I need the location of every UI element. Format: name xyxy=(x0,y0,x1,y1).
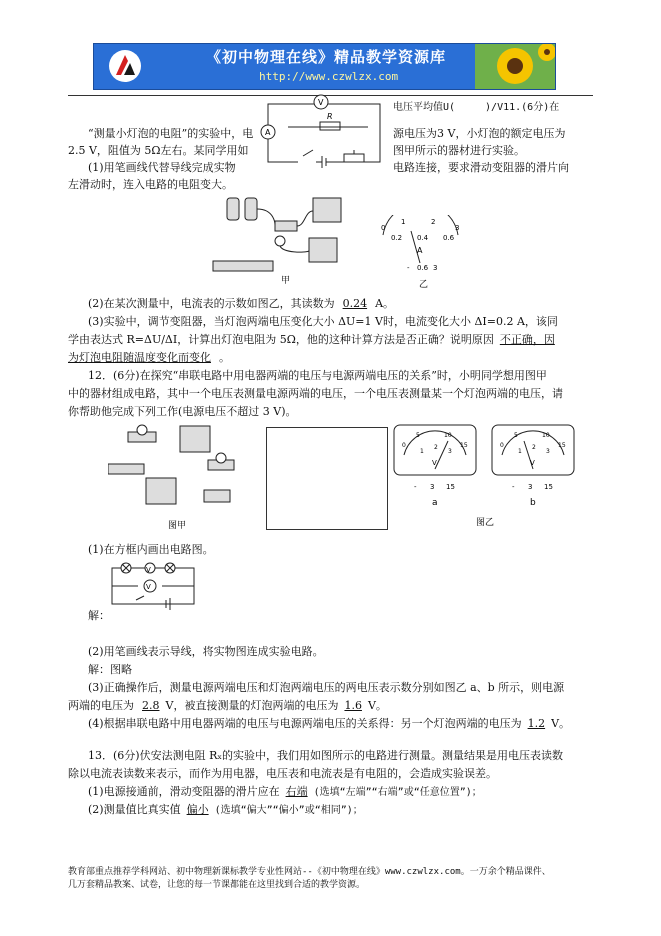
resistor-label: R xyxy=(327,112,333,121)
meter-b-tick-1: 1 xyxy=(518,448,522,455)
q12-line2: 中的器材组成电路，其中一个电压表测量电源两端的电压，一个电压表测量某一个灯泡两端的电压，请 xyxy=(68,387,563,400)
meter-b-tick-0: 0 xyxy=(500,442,504,449)
fig-jia-label: 甲 xyxy=(281,276,291,286)
meter-b-tick-15: 15 xyxy=(558,442,566,449)
q12-sub1: (1)在方框内画出电路图。 xyxy=(88,543,214,556)
meter-a-tick-5: 5 xyxy=(416,432,420,439)
q12-sub4-answer: 1.2 xyxy=(527,717,546,730)
ammeter-label: A xyxy=(265,128,271,137)
meter-a-terminal-3: 3 xyxy=(430,483,435,491)
meter-b-label: b xyxy=(530,498,536,508)
q13-sub2: (2)测量值比真实值 偏小 (选填“偏大”“偏小”或“相同”)； xyxy=(88,803,363,816)
meter-a-tick-1: 1 xyxy=(420,448,424,455)
fig-yi-label: 乙 xyxy=(419,280,429,290)
q13-sub1-answer: 右端 xyxy=(285,785,308,798)
meter-b-v-label: V xyxy=(530,459,535,467)
q12-line3: 你帮助他完成下列工作(电源电压不超过 3 V)。 xyxy=(68,405,297,418)
q12-sub2-answer: 解：图略 xyxy=(88,663,132,676)
banner-title: 《初中物理在线》精品教学资源库 xyxy=(206,48,447,66)
q11-2: (2)在某次测量中，电流表的示数如图乙，其读数为 0.24 A。 xyxy=(88,297,395,310)
q11-line2-right: 源电压为3 V，小灯泡的额定电压为 xyxy=(393,127,566,140)
ammeter-tick-1: 1 xyxy=(401,218,406,226)
answer-circuit-diagram xyxy=(108,560,198,612)
ammeter-tick-04: 0.4 xyxy=(417,234,429,242)
meter-a-tick-2: 2 xyxy=(434,444,438,451)
q11-3-line3: 为灯泡电阻随温度变化而变化 。 xyxy=(68,351,230,364)
ammeter-terminal-neg: - xyxy=(407,264,410,272)
circuit-diagram-top xyxy=(258,92,388,172)
voltmeter-label: V xyxy=(318,98,324,107)
q11-line3-right: 图甲所示的器材进行实验。 xyxy=(393,144,525,157)
q11-line4-left: (1)用笔画线代替导线完成实物 xyxy=(88,161,236,174)
ammeter-a-label: A xyxy=(417,246,423,255)
meter-a-terminal-15: 15 xyxy=(446,483,455,491)
q13-sub1: (1)电源接通前，滑动变阻器的滑片应在 右端 (选填“左端”“右端”或“任意位置”)； xyxy=(88,785,482,798)
q11-3-line1: (3)实验中，调节变阻器，当灯泡两端电压变化大小 ΔU=1 V时，电流变化大小 ΔI=0.2 A，该同 xyxy=(88,315,558,328)
meter-a-terminal-neg: - xyxy=(414,483,417,491)
meter-b-terminal-15: 15 xyxy=(544,483,553,491)
page-footer xyxy=(68,866,598,892)
q12-sub3-answer1: 2.8 xyxy=(142,699,160,712)
q12-sub3-line1: (3)正确操作后，测量电源两端电压和灯泡两端电压的两电压表示数分别如图乙 a、b 所示，则电源 xyxy=(88,681,565,694)
meter-b-tick-3: 3 xyxy=(546,448,550,455)
site-logo-icon xyxy=(108,49,142,83)
q13-line2: 除以电流表读数来表示，而作为用电器，电压表和电流表是有电阻的，会造成实验误差。 xyxy=(68,767,497,780)
q11-3-line2: 学由表达式 R=ΔU/ΔI，计算出灯泡电阻为 5Ω，他的这种计算方法是否正确？说明原因 不正确，因 xyxy=(68,333,555,346)
banner-url[interactable]: http://www.czwlzx.com xyxy=(259,70,399,83)
ammeter-tick-0: 0 xyxy=(381,224,386,232)
meter-a-v-label: V xyxy=(432,459,437,467)
q11-2-answer: 0.24 xyxy=(342,297,368,310)
q12-voltmeters-figure xyxy=(392,423,582,528)
ammeter-tick-3: 3 xyxy=(455,224,460,232)
answer-v2-label: V xyxy=(146,583,151,591)
sunflower-icon xyxy=(475,44,555,89)
footer-line2: 几万套精品教案、试卷，让您的每一节课都能在这里找到合适的教学资源。 xyxy=(68,880,366,890)
q12-sub3-line2: 两端的电压为 2.8 V，被直接测量的灯泡两端的电压为 1.6 V。 xyxy=(68,699,387,712)
q11-3-answer-a: 不正确，因 xyxy=(499,333,555,346)
q10-tail-line1: 电压平均值U( )/V11.(6分)在 xyxy=(393,102,560,113)
q11-line5: 左滑动时，连入电路的电阻变大。 xyxy=(68,178,233,191)
meter-a-tick-3: 3 xyxy=(448,448,452,455)
q12-sub4: (4)根据串联电路中用电器两端的电压与电源两端电压的关系得：另一个灯泡两端的电压为 1.2 V。 xyxy=(88,717,571,730)
circuit-drawing-box[interactable] xyxy=(266,427,388,530)
meter-a-tick-0: 0 xyxy=(402,442,406,449)
q12-fig-yi-label: 图乙 xyxy=(476,518,495,528)
meter-a-tick-10: 10 xyxy=(444,432,452,439)
q13-sub2-answer: 偏小 xyxy=(186,803,209,816)
ammeter-tick-06: 0.6 xyxy=(443,234,455,242)
answer-v1-label: V xyxy=(146,566,151,574)
q12-sub2: (2)用笔画线表示导线，将实物图连成实验电路。 xyxy=(88,645,324,658)
q12-sub3-answer2: 1.6 xyxy=(344,699,362,712)
meter-b-tick-10: 10 xyxy=(542,432,550,439)
meter-a-label: a xyxy=(432,498,438,508)
q12-apparatus-figure xyxy=(108,420,256,535)
ammeter-tick-2: 2 xyxy=(431,218,436,226)
q11-line4-right: 电路连接，要求滑动变阻器的滑片向 xyxy=(393,161,569,174)
ammeter-terminal-3: 3 xyxy=(433,264,438,272)
q12-jie: 解： xyxy=(88,609,110,622)
footer-line1: 教育部重点推荐学科网站、初中物理新课标教学专业性网站--《初中物理在线》www.czwlzx.com。一万余个精品课件、 xyxy=(68,867,551,877)
meter-a-tick-15: 15 xyxy=(460,442,468,449)
ammeter-terminal-06: 0.6 xyxy=(417,264,429,272)
meter-b-terminal-neg: - xyxy=(512,483,515,491)
meter-b-tick-2: 2 xyxy=(532,444,536,451)
ammeter-figure-yi xyxy=(373,215,468,290)
q11-3-answer-b: 为灯泡电阻随温度变化而变化 xyxy=(68,351,211,364)
q12-line1: 12．(6分)在探究“串联电路中用电器两端的电压与电源两端电压的关系”时，小明同学想用图甲 xyxy=(88,369,547,382)
header-banner xyxy=(93,43,556,90)
q13-line1: 13．(6分)伏安法测电阻 Rₓ的实验中，我们用如图所示的电路进行测量。测量结果是用电压表读数 xyxy=(88,749,564,762)
q11-line2-left: “测量小灯泡的电阻”的实验中，电 xyxy=(88,127,254,140)
ammeter-tick-02: 0.2 xyxy=(391,234,403,242)
apparatus-figure-jia xyxy=(205,193,360,288)
q12-fig-jia-label: 图甲 xyxy=(168,521,187,531)
meter-b-terminal-3: 3 xyxy=(528,483,533,491)
meter-b-tick-5: 5 xyxy=(514,432,518,439)
q11-line3-left: 2.5 V，阻值为 5Ω左右。某同学用如 xyxy=(68,144,249,157)
